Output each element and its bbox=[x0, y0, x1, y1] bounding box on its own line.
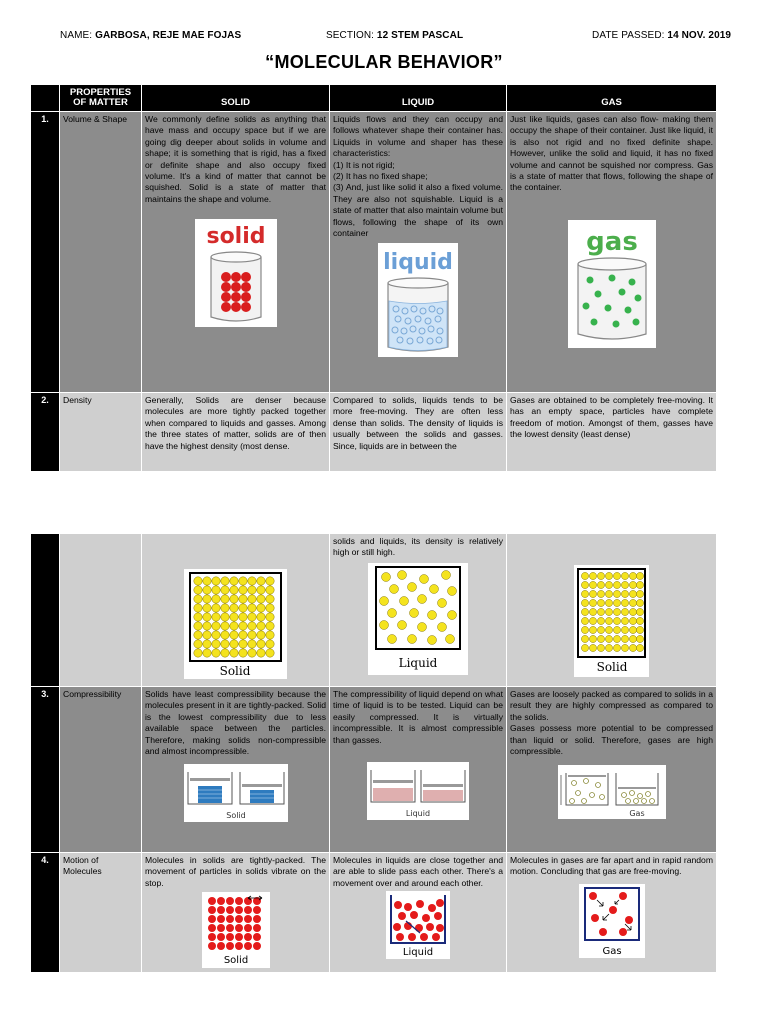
property-label-empty bbox=[60, 534, 142, 687]
property-label-line-1: Motion of bbox=[63, 855, 99, 865]
name-line bbox=[60, 30, 241, 41]
svg-text:Solid: Solid bbox=[223, 955, 248, 967]
liquid-compression-image bbox=[367, 762, 469, 820]
svg-text:Solid: Solid bbox=[225, 811, 246, 821]
gas-text: Molecules in gases are far apart and in rapid random motion. Concluding that gas are free-moving. bbox=[510, 855, 713, 877]
svg-text:Liquid: Liquid bbox=[402, 947, 434, 959]
property-label bbox=[60, 853, 142, 973]
gas-text-2: Gases possess more potential to be compressed than liquid or solid. Therefore, gases are high compressible. bbox=[510, 723, 713, 757]
gas-text: Just like liquids, gases can also flow- making them occupy the shape of their container. Just like liquid, it is also not rigid and no fixed definite shape. However, unlike the solid and liquid, it has no fixed volume and cannot be squished nor compress. Gas is a state of matter that flows, following the shape of the container. bbox=[510, 114, 713, 193]
gas-cell bbox=[507, 534, 717, 687]
liquid-cell bbox=[330, 687, 507, 853]
svg-text:solid: solid bbox=[205, 224, 266, 250]
date-label: DATE PASSED: bbox=[592, 30, 665, 41]
solid-motion-image bbox=[202, 892, 270, 968]
solid-cell bbox=[142, 112, 330, 393]
section-label: SECTION: bbox=[326, 30, 375, 41]
svg-text:liquid: liquid bbox=[383, 250, 453, 276]
solid-container-image bbox=[195, 219, 277, 327]
svg-text:Solid: Solid bbox=[219, 664, 251, 678]
section-value: 12 STEM PASCAL bbox=[376, 30, 464, 41]
behavior-table-page-1 bbox=[30, 84, 717, 472]
liquid-text: Molecules in liquids are close together and are able to slide pass each other. There's a movement over and around each other. bbox=[333, 855, 503, 888]
liquid-text: The compressibility of liquid depend on what time of liquid is to be tested. Liquid can be easily compressed. It is virtually incompressible. It is almost compressible than gasses. bbox=[333, 689, 503, 745]
gas-text: Gases are obtained to be completely free-moving. It has an empty space, particles have complete freedom of motion. Amongst of them, gasses have the lowest density (least dense) bbox=[510, 395, 713, 440]
header-solid: SOLID bbox=[142, 85, 330, 112]
row-number: 3. bbox=[31, 687, 60, 853]
header-number-cell bbox=[31, 85, 60, 112]
svg-text:Solid: Solid bbox=[596, 660, 628, 674]
page-title: “MOLECULAR BEHAVIOR” bbox=[265, 52, 503, 72]
date-line bbox=[592, 30, 731, 41]
row-volume-shape bbox=[31, 112, 717, 393]
header-properties: PROPERTIES OF MATTER bbox=[60, 85, 142, 112]
gas-density-image bbox=[574, 565, 649, 677]
liquid-cell bbox=[330, 534, 507, 687]
row-number: 2. bbox=[31, 393, 60, 472]
solid-text: Solids have least compressibility because the molecules present in it are tightly-packed. Solid is the lowest compressibility due to less available space between the particles. Therefore, making solids non-compressible and almost incompressible. bbox=[145, 689, 326, 757]
solid-text: Molecules in solids are tightly-packed. The movement of particles in solids vibrate on the stop. bbox=[145, 855, 326, 888]
gas-cell bbox=[507, 853, 717, 973]
gas-cell bbox=[507, 393, 717, 472]
behavior-table-page-2 bbox=[30, 533, 717, 973]
gas-cell bbox=[507, 112, 717, 393]
solid-cell bbox=[142, 687, 330, 853]
row-number: 1. bbox=[31, 112, 60, 393]
solid-compression-image bbox=[184, 764, 288, 822]
header-gas: GAS bbox=[507, 85, 717, 112]
solid-cell bbox=[142, 853, 330, 973]
liquid-text-point-3: (3) And, just like solid it also a fixed volume. They are also not squishable. Liquid is a state of matter that also maintain volume but flows, following the shape of its own container bbox=[333, 182, 503, 239]
row-density-continued bbox=[31, 534, 717, 687]
solid-density-image bbox=[184, 569, 287, 679]
svg-text:Liquid: Liquid bbox=[398, 655, 438, 670]
liquid-container-image bbox=[378, 243, 458, 357]
property-label: Compressibility bbox=[60, 687, 142, 853]
row-compressibility bbox=[31, 687, 717, 853]
name-value: GARBOSA, REJE MAE FOJAS bbox=[95, 30, 242, 41]
property-label: Density bbox=[60, 393, 142, 472]
solid-cell bbox=[142, 393, 330, 472]
liquid-text-intro: Liquids flows and they can occupy and follows whatever shape their container has. Liquids in volume and shaper has these characteristics: bbox=[333, 114, 503, 159]
liquid-text-point-1: (1) It is not rigid; bbox=[333, 159, 395, 170]
gas-text-1: Gases are loosely packed as compared to solids in a result they are highly compressed as compared to the solids. bbox=[510, 689, 713, 722]
svg-text:Gas: Gas bbox=[628, 809, 645, 819]
solid-text: We commonly define solids as anything that have mass and occupy space but if we are going dig deeper about solids in volume and shape; it is something that is rigid, has a fixed or definite shape and also occupy fixed volume. It's a kind of matter that cannot be squished. Solid is a state of matter that maintains the shape and volume. bbox=[145, 114, 326, 204]
liquid-text-point-2: (2) It has no fixed shape; bbox=[333, 171, 428, 182]
gas-compression-image bbox=[558, 765, 666, 819]
row-motion-of-molecules bbox=[31, 853, 717, 973]
row-number: 4. bbox=[31, 853, 60, 973]
gas-cell bbox=[507, 687, 717, 853]
liquid-cell bbox=[330, 393, 507, 472]
row-density bbox=[31, 393, 717, 472]
property-label-line-2: Molecules bbox=[63, 866, 102, 877]
liquid-text-continued: solids and liquids, its density is relatively high or still high. bbox=[333, 536, 503, 558]
liquid-cell bbox=[330, 112, 507, 393]
gas-motion-image bbox=[579, 884, 645, 958]
svg-text:gas: gas bbox=[585, 226, 638, 257]
date-value: 14 NOV. 2019 bbox=[667, 30, 732, 41]
table-header-row bbox=[31, 85, 717, 112]
liquid-cell bbox=[330, 853, 507, 973]
section-line bbox=[326, 30, 463, 41]
svg-text:Gas: Gas bbox=[601, 945, 622, 957]
liquid-motion-image bbox=[386, 891, 450, 959]
header-liquid: LIQUID bbox=[330, 85, 507, 112]
svg-text:Liquid: Liquid bbox=[405, 809, 431, 819]
name-label: NAME: bbox=[60, 30, 93, 41]
solid-text: Generally, Solids are denser because molecules are more tightly packed together when compared to liquids and gasses. Among the three states of matter, solids are of then have the highest density (most dense. bbox=[145, 395, 326, 451]
solid-cell bbox=[142, 534, 330, 687]
liquid-text: Compared to solids, liquids tends to be more free-moving. They are often less dense than solids. The density of liquids is usually between the solids and gasses. Since, liquids are in between the bbox=[333, 395, 503, 451]
liquid-density-image bbox=[368, 563, 468, 675]
gas-container-image bbox=[568, 220, 656, 348]
row-number-empty bbox=[31, 534, 60, 687]
property-label: Volume & Shape bbox=[60, 112, 142, 393]
